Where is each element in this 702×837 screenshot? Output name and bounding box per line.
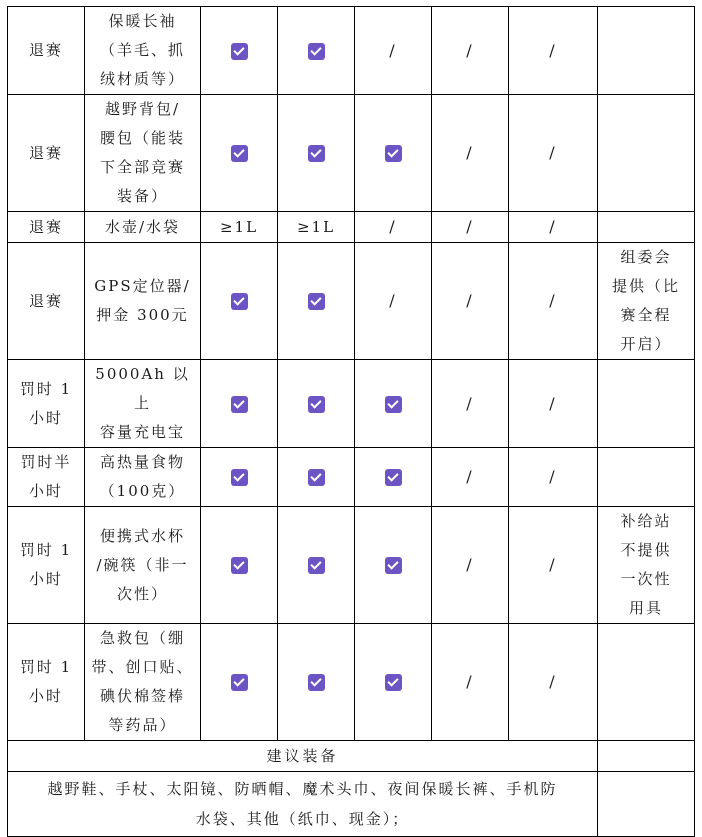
- requirement-value: ≥1L: [219, 217, 259, 236]
- requirement-cell: [355, 243, 432, 360]
- requirement-cell: [509, 7, 598, 95]
- requirement-cell: [201, 7, 278, 95]
- note-cell: [598, 95, 695, 212]
- penalty-cell: [8, 95, 85, 212]
- not-required-mark: /: [549, 555, 557, 574]
- item-name: 下全部竞赛: [99, 158, 185, 176]
- requirement-cell: [201, 212, 278, 243]
- penalty-cell: [8, 360, 85, 448]
- item-name: 5000Ah 以上: [95, 365, 190, 412]
- penalty-text: 罚时 1: [19, 379, 73, 398]
- table-row: [8, 507, 695, 624]
- item-name: 等药品）: [108, 716, 177, 734]
- checkbox-checked-icon: [308, 293, 325, 310]
- checkbox-checked-icon: [308, 469, 325, 486]
- requirement-cell: [432, 95, 509, 212]
- table-row: [8, 95, 695, 212]
- not-required-mark: /: [549, 143, 557, 162]
- item-name: 高热量食物: [99, 453, 185, 471]
- requirement-cell: [509, 448, 598, 507]
- checkbox-checked-icon: [308, 557, 325, 574]
- not-required-mark: /: [549, 393, 557, 413]
- requirement-cell: [432, 7, 509, 95]
- item-name: 越野背包/: [104, 100, 181, 118]
- item-name: 带、创口贴、: [91, 658, 194, 676]
- not-required-mark: /: [466, 291, 474, 310]
- table-row: [8, 212, 695, 243]
- not-required-mark: /: [466, 143, 474, 162]
- not-required-mark: /: [466, 555, 474, 574]
- penalty-text: 罚时半: [20, 453, 72, 471]
- checkbox-checked-icon: [308, 674, 325, 691]
- item-name: 押金 300元: [96, 306, 189, 324]
- note-text: 开启）: [620, 335, 672, 353]
- note-text: 赛全程: [620, 306, 672, 324]
- note-cell: [598, 243, 695, 360]
- table-row: [8, 360, 695, 448]
- requirement-cell: [201, 507, 278, 624]
- penalty-text: 小时: [28, 687, 63, 705]
- not-required-mark: /: [466, 393, 474, 413]
- penalty-text: 退赛: [28, 217, 63, 236]
- requirement-cell: [201, 360, 278, 448]
- checkbox-checked-icon: [231, 557, 248, 574]
- not-required-mark: /: [389, 40, 397, 60]
- checkbox-checked-icon: [231, 43, 248, 60]
- not-required-mark: /: [549, 40, 557, 60]
- checkbox-checked-icon: [385, 469, 402, 486]
- not-required-mark: /: [549, 467, 557, 486]
- penalty-text: 退赛: [28, 143, 63, 162]
- suggested-note-cell: [598, 772, 695, 837]
- requirement-cell: [432, 624, 509, 741]
- requirement-cell: [201, 624, 278, 741]
- requirement-cell: [432, 212, 509, 243]
- requirement-cell: [432, 360, 509, 448]
- note-cell: [598, 7, 695, 95]
- requirement-cell: [432, 507, 509, 624]
- requirement-cell: [355, 360, 432, 448]
- item-name: 急救包（绷: [99, 629, 185, 647]
- note-cell: [598, 360, 695, 448]
- table-row: [8, 243, 695, 360]
- requirement-cell: [509, 95, 598, 212]
- note-text: 提供（比: [611, 277, 680, 295]
- item-cell: [85, 95, 201, 212]
- item-name: （羊毛、抓: [99, 41, 185, 59]
- penalty-cell: [8, 243, 85, 360]
- requirement-cell: [278, 7, 355, 95]
- note-text: 不提供: [620, 541, 672, 559]
- checkbox-checked-icon: [231, 469, 248, 486]
- not-required-mark: /: [389, 291, 397, 310]
- item-name: 便携式水杯: [99, 526, 185, 545]
- requirement-cell: [201, 448, 278, 507]
- table-row: [8, 448, 695, 507]
- penalty-text: 退赛: [28, 41, 63, 59]
- requirement-cell: [355, 212, 432, 243]
- item-name: GPS定位器/: [94, 277, 191, 295]
- item-name: 保暖长袖: [108, 12, 177, 30]
- note-cell: [598, 212, 695, 243]
- requirement-cell: [278, 360, 355, 448]
- requirement-cell: [509, 507, 598, 624]
- note-cell: [598, 624, 695, 741]
- table-row: [8, 624, 695, 741]
- checkbox-checked-icon: [385, 396, 402, 413]
- penalty-text: 罚时 1: [19, 541, 73, 559]
- requirement-cell: [509, 212, 598, 243]
- checkbox-checked-icon: [231, 145, 248, 162]
- suggested-equipment-title: 建议装备: [8, 741, 598, 772]
- not-required-mark: /: [549, 672, 557, 691]
- checkbox-checked-icon: [385, 674, 402, 691]
- item-name: （100克）: [99, 482, 186, 500]
- note-cell: [598, 507, 695, 624]
- item-cell: [85, 212, 201, 243]
- item-cell: [85, 243, 201, 360]
- checkbox-checked-icon: [385, 145, 402, 162]
- penalty-text: 小时: [28, 570, 63, 588]
- requirement-cell: [355, 95, 432, 212]
- item-name: 绒材质等）: [99, 70, 185, 88]
- checkbox-checked-icon: [231, 396, 248, 413]
- penalty-cell: [8, 212, 85, 243]
- suggested-equipment-text: [8, 772, 598, 837]
- requirement-cell: [355, 624, 432, 741]
- requirement-cell: [278, 243, 355, 360]
- requirement-cell: [278, 95, 355, 212]
- penalty-text: 小时: [28, 408, 63, 427]
- note-text: 组委会: [620, 248, 672, 266]
- requirement-cell: [278, 507, 355, 624]
- penalty-text: 小时: [28, 482, 63, 500]
- item-cell: [85, 448, 201, 507]
- requirement-cell: [509, 624, 598, 741]
- checkbox-checked-icon: [308, 43, 325, 60]
- checkbox-checked-icon: [308, 396, 325, 413]
- note-text: 补给站: [620, 512, 672, 530]
- requirement-value: ≥1L: [296, 217, 336, 236]
- checkbox-checked-icon: [231, 293, 248, 310]
- item-name: 装备）: [116, 187, 168, 205]
- item-name: 容量充电宝: [99, 423, 185, 441]
- requirement-cell: [201, 243, 278, 360]
- requirement-cell: [509, 243, 598, 360]
- requirement-cell: [278, 448, 355, 507]
- not-required-mark: /: [549, 217, 557, 236]
- item-name: 次性）: [116, 584, 168, 603]
- not-required-mark: /: [549, 291, 557, 310]
- item-name: /碗筷（非一: [96, 555, 189, 574]
- requirement-cell: [509, 360, 598, 448]
- penalty-cell: [8, 624, 85, 741]
- requirement-cell: [432, 243, 509, 360]
- item-cell: [85, 507, 201, 624]
- not-required-mark: /: [466, 40, 474, 60]
- equipment-table: [7, 6, 695, 837]
- penalty-text: 退赛: [28, 291, 63, 310]
- suggested-equipment-line: 越野鞋、手杖、太阳镜、防晒帽、魔术头巾、夜间保暖长裤、手机防: [47, 780, 558, 798]
- table-row: [8, 7, 695, 95]
- item-name: 碘伏棉签棒: [99, 687, 185, 705]
- checkbox-checked-icon: [385, 557, 402, 574]
- note-text: 用具: [628, 599, 663, 617]
- requirement-cell: [278, 212, 355, 243]
- penalty-cell: [8, 507, 85, 624]
- item-cell: [85, 360, 201, 448]
- not-required-mark: /: [466, 217, 474, 236]
- requirement-cell: [355, 448, 432, 507]
- requirement-cell: [355, 7, 432, 95]
- penalty-cell: [8, 7, 85, 95]
- not-required-mark: /: [466, 672, 474, 691]
- item-name: 腰包（能装: [99, 129, 185, 147]
- requirement-cell: [201, 95, 278, 212]
- checkbox-checked-icon: [231, 674, 248, 691]
- note-cell: [598, 448, 695, 507]
- item-name: 水壶/水袋: [104, 217, 181, 236]
- not-required-mark: /: [466, 467, 474, 486]
- suggested-equipment-line: 水袋、其他（纸巾、现金）；: [195, 810, 410, 828]
- checkbox-checked-icon: [308, 145, 325, 162]
- requirement-cell: [355, 507, 432, 624]
- note-text: 一次性: [620, 570, 672, 588]
- penalty-cell: [8, 448, 85, 507]
- requirement-cell: [278, 624, 355, 741]
- item-cell: [85, 7, 201, 95]
- penalty-text: 罚时 1: [19, 658, 73, 676]
- requirement-cell: [432, 448, 509, 507]
- suggested-note-cell: [598, 741, 695, 772]
- not-required-mark: /: [389, 217, 397, 236]
- item-cell: [85, 624, 201, 741]
